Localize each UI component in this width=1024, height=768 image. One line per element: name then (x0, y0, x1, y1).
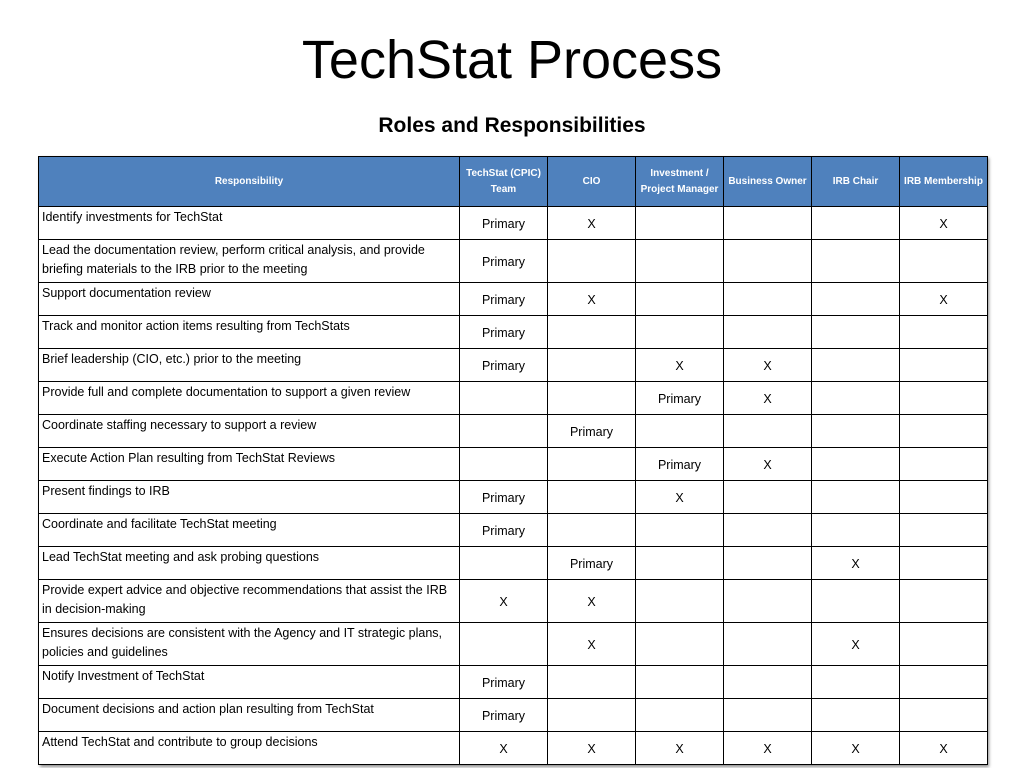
responsibility-table (38, 156, 988, 765)
cell-investment-project-manager (636, 415, 724, 448)
table-row (39, 514, 988, 547)
table-row (39, 580, 988, 623)
cell-cio: Primary (548, 547, 636, 580)
cell-irb-membership (900, 240, 988, 283)
cell-cio: X (548, 580, 636, 623)
cell-responsibility: Present findings to IRB (39, 481, 460, 514)
cell-responsibility: Support documentation review (39, 283, 460, 316)
cell-business-owner (724, 207, 812, 240)
cell-irb-membership: X (900, 732, 988, 765)
table-row (39, 382, 988, 415)
cell-cio (548, 240, 636, 283)
cell-cio: X (548, 732, 636, 765)
cell-irb-membership (900, 415, 988, 448)
cell-business-owner (724, 514, 812, 547)
cell-investment-project-manager (636, 283, 724, 316)
cell-business-owner (724, 316, 812, 349)
table-row (39, 448, 988, 481)
cell-responsibility: Ensures decisions are consistent with the Agency and IT strategic plans, policies and guidelines (39, 623, 460, 666)
table-row (39, 732, 988, 765)
cell-responsibility: Notify Investment of TechStat (39, 666, 460, 699)
cell-responsibility: Lead TechStat meeting and ask probing questions (39, 547, 460, 580)
cell-irb-membership (900, 316, 988, 349)
cell-investment-project-manager (636, 207, 724, 240)
cell-cio (548, 349, 636, 382)
cell-techstat-team: Primary (460, 349, 548, 382)
cell-irb-membership: X (900, 283, 988, 316)
cell-irb-membership (900, 382, 988, 415)
table-row (39, 207, 988, 240)
cell-business-owner: X (724, 448, 812, 481)
cell-techstat-team: Primary (460, 316, 548, 349)
header-investment-project-manager: Investment / Project Manager (636, 157, 724, 207)
cell-responsibility: Lead the documentation review, perform critical analysis, and provide briefing materials to the IRB prior to the meeting (39, 240, 460, 283)
cell-irb-membership (900, 481, 988, 514)
cell-cio (548, 666, 636, 699)
table-row (39, 623, 988, 666)
cell-cio: X (548, 207, 636, 240)
cell-techstat-team: Primary (460, 699, 548, 732)
cell-irb-chair: X (812, 732, 900, 765)
cell-irb-membership (900, 349, 988, 382)
cell-techstat-team (460, 448, 548, 481)
cell-irb-chair (812, 240, 900, 283)
cell-cio (548, 481, 636, 514)
header-cio: CIO (548, 157, 636, 207)
cell-business-owner (724, 623, 812, 666)
cell-irb-chair (812, 666, 900, 699)
cell-irb-chair: X (812, 547, 900, 580)
cell-irb-chair (812, 580, 900, 623)
cell-business-owner: X (724, 349, 812, 382)
table-row (39, 316, 988, 349)
cell-responsibility: Execute Action Plan resulting from TechStat Reviews (39, 448, 460, 481)
cell-responsibility: Provide expert advice and objective recommendations that assist the IRB in decision-making (39, 580, 460, 623)
cell-responsibility: Document decisions and action plan resulting from TechStat (39, 699, 460, 732)
cell-techstat-team (460, 415, 548, 448)
cell-business-owner (724, 580, 812, 623)
cell-investment-project-manager (636, 580, 724, 623)
cell-responsibility: Track and monitor action items resulting from TechStats (39, 316, 460, 349)
cell-irb-chair (812, 283, 900, 316)
table-header (39, 157, 988, 207)
table-row (39, 481, 988, 514)
cell-business-owner (724, 283, 812, 316)
cell-investment-project-manager (636, 623, 724, 666)
table-row (39, 666, 988, 699)
cell-irb-membership (900, 580, 988, 623)
cell-irb-chair (812, 415, 900, 448)
cell-responsibility: Provide full and complete documentation to support a given review (39, 382, 460, 415)
cell-irb-chair (812, 207, 900, 240)
cell-business-owner (724, 547, 812, 580)
cell-irb-membership (900, 699, 988, 732)
cell-techstat-team: Primary (460, 481, 548, 514)
cell-cio: X (548, 283, 636, 316)
table-row (39, 240, 988, 283)
cell-irb-chair (812, 699, 900, 732)
responsibility-table-container (38, 156, 987, 765)
cell-cio (548, 382, 636, 415)
cell-techstat-team: Primary (460, 207, 548, 240)
cell-techstat-team: Primary (460, 283, 548, 316)
cell-irb-membership (900, 623, 988, 666)
table-body (39, 207, 988, 765)
cell-cio (548, 448, 636, 481)
cell-investment-project-manager: X (636, 732, 724, 765)
cell-business-owner (724, 240, 812, 283)
cell-investment-project-manager (636, 666, 724, 699)
cell-irb-chair (812, 514, 900, 547)
cell-irb-membership (900, 514, 988, 547)
header-business-owner: Business Owner (724, 157, 812, 207)
cell-business-owner (724, 699, 812, 732)
cell-investment-project-manager (636, 699, 724, 732)
header-techstat-team: TechStat (CPIC) Team (460, 157, 548, 207)
cell-responsibility: Attend TechStat and contribute to group decisions (39, 732, 460, 765)
cell-investment-project-manager: Primary (636, 382, 724, 415)
cell-business-owner (724, 481, 812, 514)
cell-irb-chair (812, 349, 900, 382)
cell-irb-membership (900, 666, 988, 699)
header-irb-chair: IRB Chair (812, 157, 900, 207)
cell-techstat-team (460, 382, 548, 415)
cell-cio (548, 316, 636, 349)
cell-responsibility: Identify investments for TechStat (39, 207, 460, 240)
cell-techstat-team (460, 623, 548, 666)
cell-techstat-team: X (460, 580, 548, 623)
cell-responsibility: Coordinate and facilitate TechStat meeting (39, 514, 460, 547)
table-row (39, 699, 988, 732)
header-responsibility: Responsibility (39, 157, 460, 207)
cell-business-owner (724, 666, 812, 699)
table-row (39, 415, 988, 448)
cell-irb-chair (812, 382, 900, 415)
cell-investment-project-manager: X (636, 481, 724, 514)
cell-cio (548, 699, 636, 732)
cell-irb-membership: X (900, 207, 988, 240)
cell-business-owner: X (724, 732, 812, 765)
cell-techstat-team: Primary (460, 514, 548, 547)
cell-investment-project-manager (636, 240, 724, 283)
cell-irb-chair (812, 448, 900, 481)
cell-techstat-team (460, 547, 548, 580)
cell-irb-chair (812, 481, 900, 514)
cell-investment-project-manager (636, 547, 724, 580)
cell-irb-membership (900, 448, 988, 481)
table-row (39, 349, 988, 382)
cell-cio: Primary (548, 415, 636, 448)
cell-techstat-team: Primary (460, 240, 548, 283)
cell-cio: X (548, 623, 636, 666)
table-row (39, 283, 988, 316)
cell-techstat-team: X (460, 732, 548, 765)
cell-business-owner (724, 415, 812, 448)
cell-irb-membership (900, 547, 988, 580)
cell-investment-project-manager (636, 514, 724, 547)
cell-techstat-team: Primary (460, 666, 548, 699)
cell-business-owner: X (724, 382, 812, 415)
cell-investment-project-manager: X (636, 349, 724, 382)
cell-responsibility: Brief leadership (CIO, etc.) prior to the meeting (39, 349, 460, 382)
slide-title: TechStat Process (301, 30, 723, 90)
cell-investment-project-manager: Primary (636, 448, 724, 481)
cell-irb-chair (812, 316, 900, 349)
cell-irb-chair: X (812, 623, 900, 666)
header-row (39, 157, 988, 207)
cell-investment-project-manager (636, 316, 724, 349)
table-row (39, 547, 988, 580)
header-irb-membership: IRB Membership (900, 157, 988, 207)
cell-cio (548, 514, 636, 547)
slide-subtitle: Roles and Responsibilities (378, 114, 646, 137)
cell-responsibility: Coordinate staffing necessary to support a review (39, 415, 460, 448)
